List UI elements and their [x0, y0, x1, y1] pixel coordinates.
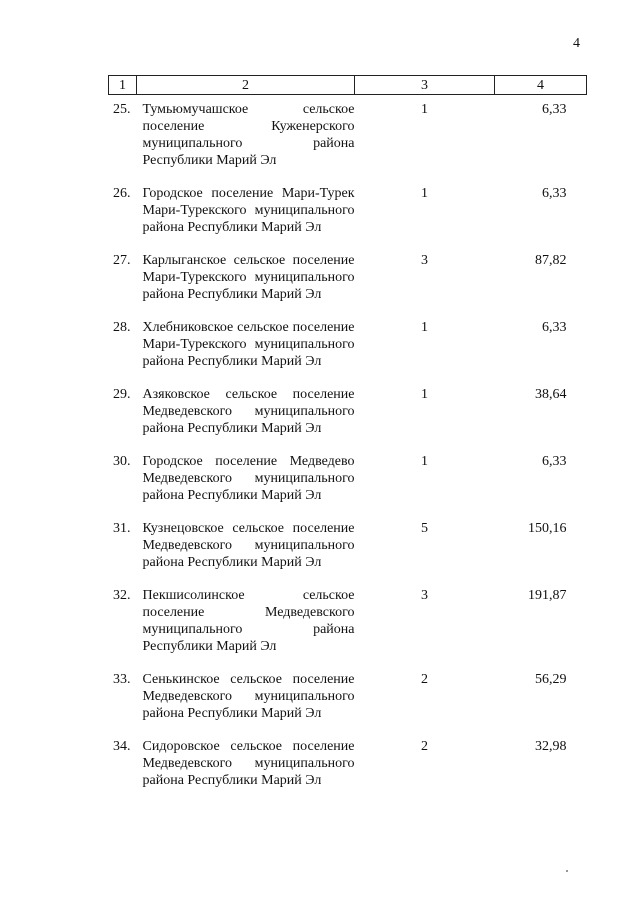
row-amount: 6,33: [542, 102, 567, 117]
row-amount: 87,82: [535, 253, 567, 268]
row-count: 3: [421, 253, 428, 268]
row-name: Пекшисолинское сельское поселение Медведевского муниципального района Республики Марий Эл: [142, 588, 355, 654]
table-row: [109, 386, 587, 453]
row-amount: 150,16: [528, 521, 567, 536]
table-row: [109, 671, 587, 738]
row-count: 1: [421, 186, 428, 201]
header-col-1: 1: [109, 76, 137, 95]
header-col-2: 2: [137, 76, 355, 95]
row-amount: 6,33: [542, 320, 567, 335]
row-number: 27.: [113, 253, 131, 268]
table-row: [109, 520, 587, 587]
row-name: Городское поселение Медведево Медведевского муниципального района Республики Марий Эл: [142, 454, 355, 503]
row-number: 34.: [113, 739, 131, 754]
header-col-3: 3: [355, 76, 495, 95]
row-name: Тумьюмучашское сельское поселение Куженерского муниципального района Республики Марий Эл: [142, 102, 355, 168]
row-number: 29.: [113, 387, 131, 402]
row-count: 1: [421, 387, 428, 402]
row-name: Карлыганское сельское поселение Мари-Турекского муниципального района Республики Марий Эл: [142, 253, 355, 302]
row-number: 28.: [113, 320, 131, 335]
row-amount: 38,64: [535, 387, 567, 402]
row-amount: 6,33: [542, 186, 567, 201]
row-amount: 191,87: [528, 588, 567, 603]
row-number: 32.: [113, 588, 131, 603]
table-header: [109, 76, 587, 95]
allocation-table: [108, 75, 587, 805]
table-body: [109, 95, 587, 806]
table-row: [109, 319, 587, 386]
row-name: Кузнецовское сельское поселение Медведевского муниципального района Республики Марий Эл: [142, 521, 355, 570]
row-count: 2: [421, 739, 428, 754]
row-count: 1: [421, 102, 428, 117]
page-number: 4: [573, 36, 580, 51]
header-col-4: 4: [495, 76, 587, 95]
row-name: Азяковское сельское поселение Медведевского муниципального района Республики Марий Эл: [142, 387, 355, 436]
table-row: [109, 453, 587, 520]
row-count: 5: [421, 521, 428, 536]
table-row: [109, 252, 587, 319]
row-name: Сидоровское сельское поселение Медведевского муниципального района Республики Марий Эл: [142, 739, 355, 788]
row-count: 3: [421, 588, 428, 603]
table-row: [109, 95, 587, 186]
row-count: 1: [421, 454, 428, 469]
row-number: 30.: [113, 454, 131, 469]
row-amount: 56,29: [535, 672, 567, 687]
row-name: Хлебниковское сельское поселение Мари-Турекского муниципального района Республики Марий Эл: [142, 320, 355, 369]
table-row: [109, 185, 587, 252]
row-number: 31.: [113, 521, 131, 536]
row-name: Городское поселение Мари-Турек Мари-Турекского муниципального района Республики Марий Эл: [142, 186, 355, 235]
row-count: 1: [421, 320, 428, 335]
row-number: 25.: [113, 102, 131, 117]
table-row: [109, 587, 587, 671]
row-name: Сенькинское сельское поселение Медведевского муниципального района Республики Марий Эл: [142, 672, 355, 721]
row-number: 26.: [113, 186, 131, 201]
row-amount: 32,98: [535, 739, 567, 754]
table-row: [109, 738, 587, 805]
row-number: 33.: [113, 672, 131, 687]
row-count: 2: [421, 672, 428, 687]
scan-artifact: [566, 870, 568, 872]
row-amount: 6,33: [542, 454, 567, 469]
